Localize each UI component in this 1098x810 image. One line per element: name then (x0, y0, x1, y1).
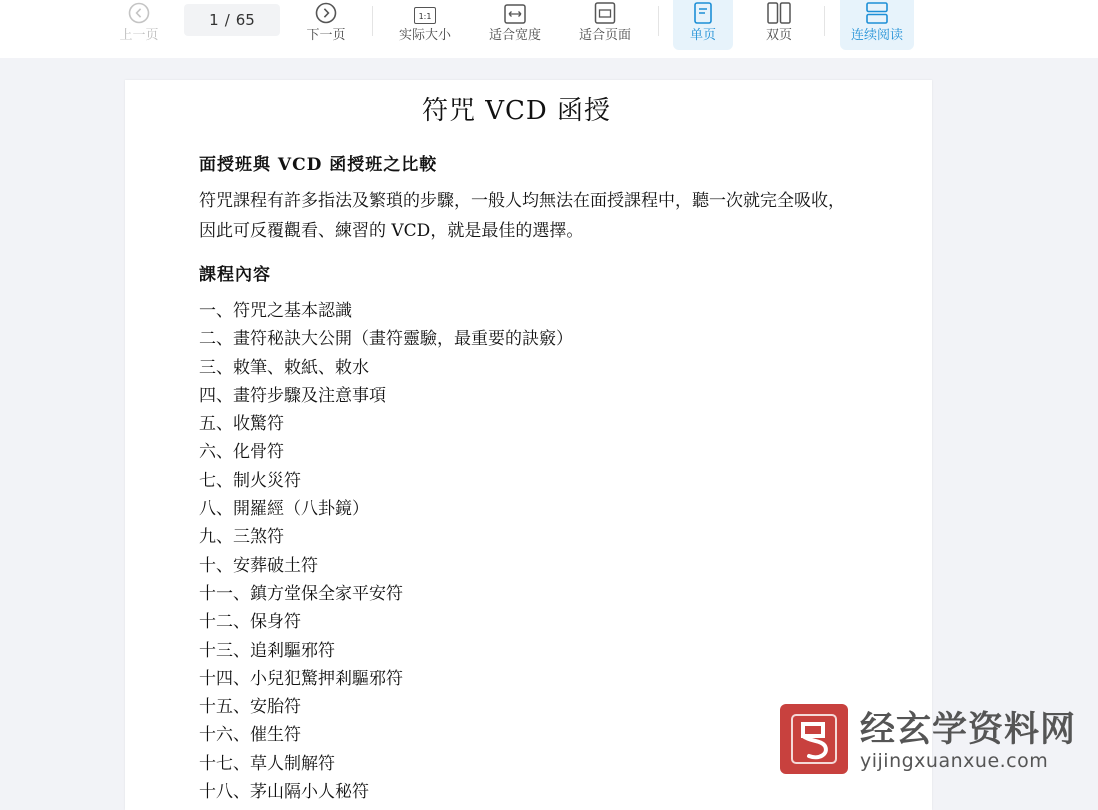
double-page-button[interactable] (751, 0, 807, 50)
toolbar-divider (372, 6, 373, 36)
page-separator: / (224, 11, 230, 29)
next-page-button[interactable] (299, 0, 353, 50)
page-total: 65 (235, 11, 255, 29)
fit-page-icon (594, 0, 616, 24)
list-item: 九、三煞符 (199, 527, 284, 548)
list-item: 十二、保身符 (199, 612, 301, 633)
next-page-label: 下一页 (306, 28, 346, 43)
actual-size-label: 实际大小 (398, 28, 451, 43)
viewer-toolbar (0, 0, 1098, 58)
list-item: 四、畫符步驟及注意事項 (199, 385, 386, 406)
watermark-logo (780, 704, 848, 774)
document-page (125, 80, 932, 810)
list-item: 八、開羅經（八卦鏡） (199, 499, 369, 520)
toolbar-divider (824, 6, 825, 36)
page-current[interactable]: 1 (209, 11, 219, 29)
fit-width-button[interactable] (482, 0, 548, 50)
list-item: 七、制火災符 (199, 470, 301, 491)
list-item: 五、收驚符 (199, 414, 284, 435)
fit-width-icon (504, 0, 526, 24)
document-title: 符咒 VCD 函授 (421, 96, 612, 126)
fit-width-label: 适合宽度 (488, 28, 541, 43)
section-heading-comparison: 面授班與 VCD 函授班之比較 (199, 155, 438, 175)
list-item: 十五、安胎符 (199, 697, 301, 718)
list-item: 十三、追剎驅邪符 (199, 640, 335, 661)
single-page-button[interactable] (673, 0, 733, 50)
double-page-label: 双页 (765, 28, 792, 43)
watermark-seal-icon (789, 712, 839, 766)
course-list (199, 297, 849, 806)
toolbar-divider (658, 6, 659, 36)
list-item: 十、安葬破土符 (199, 555, 318, 576)
watermark-title: 经玄学资料网 (860, 710, 1077, 750)
list-item: 一、符咒之基本認識 (199, 301, 352, 321)
fit-page-button[interactable] (572, 0, 638, 50)
double-page-icon (767, 0, 791, 24)
actual-size-icon (414, 0, 436, 24)
continuous-reading-icon (866, 0, 888, 24)
prev-page-button[interactable] (112, 0, 166, 50)
single-page-icon (694, 0, 712, 24)
list-item: 十六、催生符 (199, 725, 301, 746)
actual-size-icon-text: 1:1 (414, 7, 436, 24)
single-page-label: 单页 (689, 28, 716, 43)
list-item: 三、敕筆、敕紙、敕水 (199, 357, 369, 378)
document-content (199, 150, 849, 806)
list-item: 十四、小兒犯驚押剎驅邪符 (199, 668, 403, 689)
chevron-right-circle-icon (315, 0, 337, 24)
fit-page-label: 适合页面 (578, 28, 631, 43)
list-item: 十一、鎮方堂保全家平安符 (199, 583, 403, 604)
list-item: 十七、草人制解符 (199, 753, 335, 774)
chevron-left-circle-icon (128, 0, 150, 24)
list-item: 二、畫符秘訣大公開（畫符靈驗，最重要的訣竅） (199, 329, 573, 350)
section-paragraph: 符咒課程有許多指法及繁瑣的步驟，一般人均無法在面授課程中，聽一次就完全吸收，因此可反覆觀看、練習的 VCD，就是最佳的選擇。 (199, 191, 845, 241)
page-indicator[interactable] (184, 4, 280, 36)
list-item: 六、化骨符 (199, 442, 284, 463)
actual-size-button[interactable] (392, 0, 458, 50)
continuous-reading-label: 连续阅读 (850, 28, 903, 43)
continuous-reading-button[interactable] (840, 0, 914, 50)
list-item: 十八、茅山隔小人秘符 (199, 782, 369, 803)
watermark-url: yijingxuanxue.com (860, 750, 1049, 772)
prev-page-label: 上一页 (119, 28, 159, 43)
section-heading-course-content: 課程內容 (199, 265, 271, 285)
